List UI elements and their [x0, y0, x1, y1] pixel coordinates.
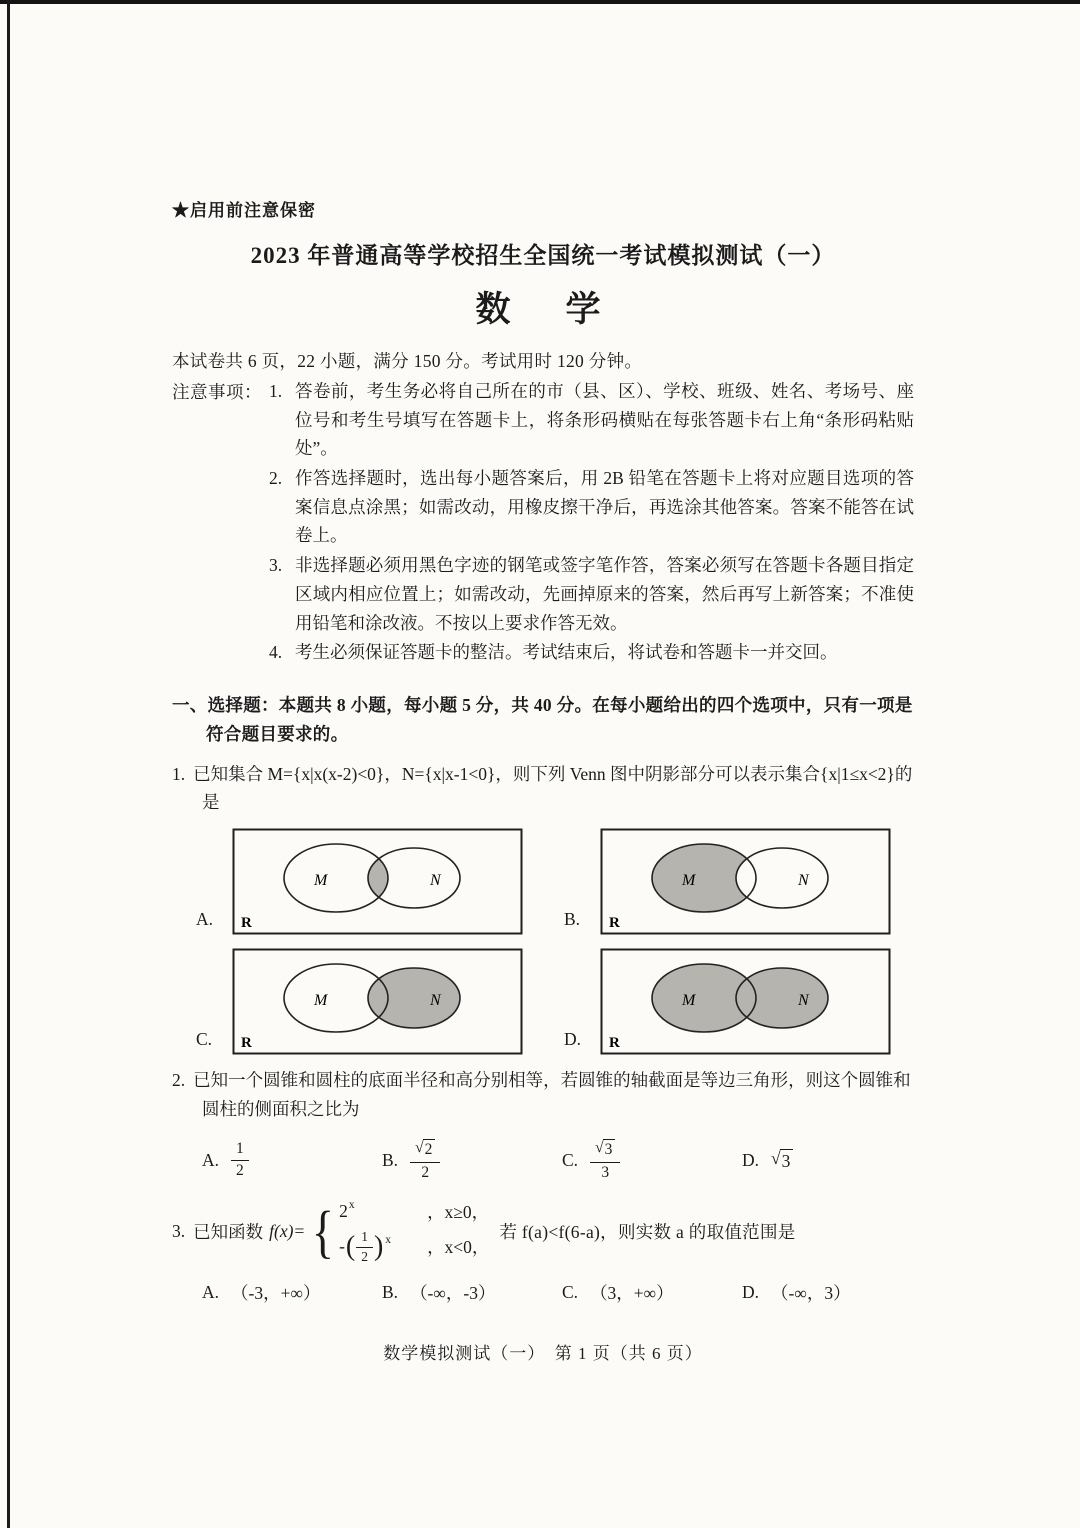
sqrt-expression	[771, 1149, 793, 1172]
option-value: （3，+∞）	[590, 1283, 674, 1304]
q2-options	[202, 1139, 914, 1181]
venn-label-m: M	[682, 992, 696, 1010]
condition: ，x≥0，	[427, 1202, 490, 1223]
question-tail: 若 f(a)<f(6-a)，则实数 a 的取值范围是	[499, 1222, 796, 1243]
exam-title: 2023 年普通高等学校招生全国统一考试模拟测试（一）	[250, 243, 836, 268]
radicand: 3	[780, 1149, 794, 1172]
q2-option-a	[202, 1139, 382, 1181]
option-label: B.	[382, 1282, 399, 1303]
page-footer: 数学模拟测试（一） 第 1 页（共 6 页）	[383, 1344, 703, 1364]
page-content	[172, 196, 914, 1364]
venn-label-m: M	[682, 872, 696, 890]
note-number: 1.	[269, 381, 283, 401]
question-text: 已知集合 M={x|x(x-2)<0}，N={x|x-1<0}，则下列 Venn 图中阴影部分可以表示集合{x|1≤x<2}的是	[193, 763, 913, 812]
radical-sign: √	[771, 1147, 781, 1168]
fraction-numerator	[410, 1139, 440, 1163]
radicand: 3	[603, 1139, 616, 1160]
fraction	[410, 1139, 440, 1181]
q3-option-a	[202, 1280, 382, 1305]
option-value: （-∞，-3）	[410, 1283, 496, 1304]
q3-option-b	[382, 1280, 562, 1305]
note-item	[269, 638, 914, 667]
venn-option-b	[564, 828, 932, 936]
venn-label-m: M	[314, 992, 328, 1010]
venn-diagram-b	[600, 828, 892, 936]
note-item	[269, 551, 914, 637]
venn-universe-label: R	[241, 915, 252, 932]
exponent: x	[385, 1233, 392, 1246]
radicand: 2	[423, 1139, 436, 1160]
venn-label-n: N	[798, 872, 809, 890]
question-3	[172, 1199, 914, 1264]
fraction	[231, 1140, 249, 1180]
question-intro: 已知函数	[193, 1222, 264, 1243]
security-note: ★启用前注意保密	[172, 201, 316, 220]
piecewise-row-2	[339, 1229, 489, 1264]
option-letter: D.	[564, 1029, 582, 1050]
option-label: C.	[562, 1149, 579, 1170]
notes-block	[172, 377, 914, 667]
piecewise-brace: {	[312, 1198, 335, 1264]
function-name: f(x)=	[269, 1221, 306, 1242]
fraction-denominator: 3	[601, 1163, 610, 1181]
question-2	[172, 1066, 914, 1123]
option-letter: B.	[564, 909, 581, 930]
scan-edge-top	[0, 0, 1080, 4]
sqrt-expression	[415, 1139, 435, 1160]
question-1	[172, 760, 914, 817]
fraction-denominator: 2	[361, 1248, 368, 1264]
radical-sign: √	[595, 1139, 604, 1157]
section-heading: 一、选择题：本题共 8 小题，每小题 5 分，共 40 分。在每小题给出的四个选项中，只有一项是符合题目要求的。	[172, 694, 913, 745]
piecewise-row-1	[339, 1199, 489, 1224]
radical-sign: √	[415, 1139, 424, 1157]
note-number: 4.	[269, 642, 283, 663]
q2-option-c	[562, 1139, 742, 1181]
option-letter: A.	[196, 909, 214, 930]
fraction-numerator: 1	[231, 1140, 249, 1161]
venn-label-m: M	[314, 872, 328, 890]
piecewise-body	[339, 1199, 489, 1264]
venn-universe-label: R	[609, 1035, 620, 1052]
venn-option-a	[196, 828, 564, 936]
note-text: 非选择题必须用黑色字迹的钢笔或签字笔作答，答案必须写在答题卡各题目指定区域内相应位置上；如需改动，先画掉原来的答案，然后再写上新答案；不准使用铅笔和涂改液。不按以上要求作答无效。	[295, 555, 914, 633]
question-number: 2.	[172, 1070, 186, 1091]
venn-label-n: N	[430, 872, 441, 890]
note-text: 考生必须保证答题卡的整洁。考试结束后，将试卷和答题卡一并交回。	[295, 642, 838, 663]
condition: ，x<0，	[427, 1237, 490, 1258]
option-letter: C.	[196, 1029, 213, 1050]
question-number: 3.	[172, 1221, 186, 1242]
fraction	[356, 1229, 373, 1264]
fraction-denominator: 2	[236, 1162, 244, 1180]
note-number: 2.	[269, 468, 283, 489]
venn-option-c	[196, 948, 564, 1056]
note-item	[269, 377, 914, 463]
note-item	[269, 464, 914, 550]
fraction-numerator	[590, 1139, 620, 1163]
question-number: 1.	[172, 763, 186, 784]
option-label: D.	[742, 1282, 760, 1303]
option-label: A.	[202, 1282, 220, 1303]
venn-label-n: N	[430, 992, 441, 1010]
minus-sign: -	[339, 1236, 345, 1257]
q2-option-d	[742, 1139, 793, 1181]
open-paren: (	[345, 1230, 356, 1262]
q3-option-d	[742, 1280, 851, 1305]
scan-edge-left	[7, 0, 10, 1528]
venn-diagram-d	[600, 948, 892, 1056]
piecewise-expr-1	[339, 1198, 427, 1222]
note-text: 答卷前，考生务必将自己所在的市（县、区）、学校、班级、姓名、考场号、座位号和考生号填写在答题卡上，将条形码横贴在每张答题卡右上角“条形码粘贴处”。	[295, 381, 914, 459]
q2-option-b	[382, 1139, 562, 1181]
close-paren: )	[373, 1230, 384, 1262]
option-value: （-∞，3）	[771, 1283, 851, 1304]
base: 2	[339, 1201, 348, 1222]
notes-label: 注意事项：	[172, 382, 262, 402]
venn-universe-label: R	[609, 915, 620, 932]
option-value: （-3，+∞）	[231, 1283, 321, 1304]
fraction-denominator: 2	[421, 1163, 430, 1181]
venn-diagram-a	[232, 828, 524, 936]
question-text: 已知一个圆锥和圆柱的底面半径和高分别相等，若圆锥的轴截面是等边三角形，则这个圆锥和圆柱的侧面积之比为	[193, 1070, 911, 1119]
exam-info: 本试卷共 6 页，22 小题，满分 150 分。考试用时 120 分钟。	[172, 351, 643, 371]
venn-universe-label: R	[241, 1035, 252, 1052]
fraction-numerator: 1	[356, 1229, 373, 1248]
q3-option-c	[562, 1280, 742, 1305]
venn-options-grid	[196, 828, 914, 1056]
option-label: B.	[382, 1149, 399, 1170]
option-label: D.	[742, 1149, 760, 1170]
sqrt-expression	[595, 1139, 615, 1160]
subject-title: 数 学	[475, 290, 611, 329]
note-text: 作答选择题时，选出每小题答案后，用 2B 铅笔在答题卡上将对应题目选项的答案信息点涂黑；如需改动，用橡皮擦干净后，再选涂其他答案。答案不能答在试卷上。	[295, 468, 914, 546]
piecewise-expr-2	[339, 1229, 427, 1264]
exponent: x	[348, 1198, 355, 1211]
venn-label-n: N	[798, 992, 809, 1010]
option-label: C.	[562, 1282, 579, 1303]
option-label: A.	[202, 1149, 220, 1170]
q3-options	[202, 1280, 914, 1305]
fraction	[590, 1139, 620, 1181]
venn-diagram-c	[232, 948, 524, 1056]
note-number: 3.	[269, 555, 283, 576]
venn-option-d	[564, 948, 932, 1056]
